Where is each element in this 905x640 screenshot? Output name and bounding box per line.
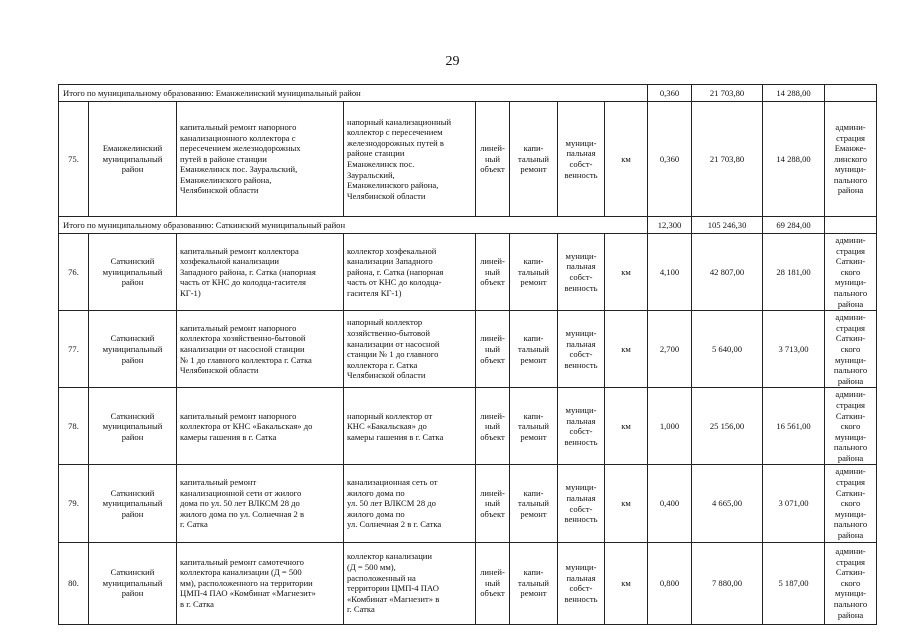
cost-total-cell-text: 25 156,00 — [709, 421, 745, 432]
unit-cell — [605, 102, 648, 217]
municipality-cell-text: Саткинский муниципальный район — [102, 256, 163, 288]
unit-cell-text: км — [621, 421, 631, 432]
customer-cell-text: админи- страция Саткин- ского муници- пального района — [833, 546, 868, 620]
ownership-cell — [558, 234, 605, 311]
object-type-cell-text: линей- ный объект — [480, 143, 505, 175]
work-type-cell — [510, 542, 558, 624]
summary-cost-total — [692, 217, 763, 234]
work-description-cell — [177, 542, 344, 624]
length-cell — [648, 388, 692, 465]
summary-row — [59, 85, 877, 102]
work-type-cell — [510, 311, 558, 388]
summary-length — [648, 217, 692, 234]
work-type-cell-text: капи- тальный ремонт — [518, 143, 549, 175]
unit-cell-text: км — [621, 498, 631, 509]
table-row — [59, 542, 877, 624]
work-description-cell — [177, 388, 344, 465]
unit-cell-text: км — [621, 153, 631, 164]
municipality-cell-text: Саткинский муниципальный район — [102, 567, 163, 599]
cost-total-cell — [692, 234, 763, 311]
municipality-cell-text: Саткинский муниципальный район — [102, 487, 163, 519]
customer-cell-text: админи- страция Саткин- ского муници- пального района — [833, 389, 868, 463]
object-description-cell-text: напорный коллектор хозяйственно-бытовой канализации от насосной станции № 1 до главного коллектора г. Сатка Челябинской области — [347, 317, 440, 381]
length-cell — [648, 234, 692, 311]
object-type-cell — [476, 311, 510, 388]
summary-empty-cell — [825, 217, 877, 234]
summary-cost-part — [763, 85, 825, 102]
length-cell — [648, 465, 692, 542]
municipality-cell-text: Саткинский муниципальный район — [102, 333, 163, 365]
cost-part-cell-text: 16 561,00 — [776, 421, 811, 432]
object-description-cell-text: коллектор канализации (Д = 500 мм), расположенный на территории ЦМП-4 ПАО «Комбинат «Магнезит» в г. Сатка — [347, 551, 440, 615]
ownership-cell — [558, 311, 605, 388]
length-cell — [648, 311, 692, 388]
table-row — [59, 388, 877, 465]
object-description-cell — [344, 234, 476, 311]
work-type-cell-text: капи- тальный ремонт — [518, 567, 549, 599]
work-description-cell-text: капитальный ремонт напорного канализационного коллектора с пересечением железнодорожных путей в районе станции Еманжелинск пос. Зауральский, Еманжелинского района, Челябинской области — [180, 121, 301, 196]
summary-label — [59, 217, 648, 234]
summary-cost-part-text: 14 288,00 — [776, 87, 811, 98]
customer-cell — [825, 542, 877, 624]
municipality-cell — [89, 388, 177, 465]
work-type-cell — [510, 465, 558, 542]
municipality-cell — [89, 102, 177, 217]
municipality-cell — [89, 234, 177, 311]
cost-part-cell-text: 3 071,00 — [778, 498, 809, 509]
work-type-cell — [510, 234, 558, 311]
ownership-cell-text: муници- пальная собст- венность — [564, 482, 598, 525]
summary-cost-part-text: 69 284,00 — [776, 219, 811, 230]
summary-length-text: 12,300 — [657, 219, 682, 230]
length-cell — [648, 102, 692, 217]
table-row — [59, 311, 877, 388]
row-number-text: 78. — [68, 421, 79, 432]
work-description-cell-text: капитальный ремонт канализационной сети от жилого дома по ул. 50 лет ВЛКСМ 28 до жилого дома по ул. Солнечная 2 в г. Сатка — [180, 477, 305, 530]
ownership-cell — [558, 542, 605, 624]
summary-label — [59, 85, 648, 102]
work-type-cell-text: капи- тальный ремонт — [518, 410, 549, 442]
row-number — [59, 465, 89, 542]
summary-length-text: 0,360 — [659, 87, 680, 98]
object-description-cell — [344, 388, 476, 465]
object-description-cell-text: коллектор хозфекальной канализации Западного района, г. Сатка (напорная часть от КНС до колодца- гасителя КГ-1) — [347, 245, 444, 298]
municipality-cell — [89, 542, 177, 624]
length-cell-text: 4,100 — [659, 266, 680, 277]
cost-part-cell-text: 28 181,00 — [776, 266, 811, 277]
work-type-cell-text: капи- тальный ремонт — [518, 333, 549, 365]
work-description-cell — [177, 102, 344, 217]
object-type-cell-text: линей- ный объект — [480, 410, 505, 442]
projects-table — [58, 84, 877, 625]
unit-cell — [605, 311, 648, 388]
row-number — [59, 542, 89, 624]
customer-cell-text: админи- страция Саткин- ского муници- пального района — [833, 466, 868, 541]
summary-empty-cell — [825, 85, 877, 102]
row-number — [59, 102, 89, 217]
object-type-cell-text: линей- ный объект — [480, 333, 505, 365]
cost-part-cell-text: 5 187,00 — [778, 577, 809, 588]
object-description-cell — [344, 465, 476, 542]
summary-label-text: Итого по муниципальному образованию: Еманжелинский муниципальный район — [63, 87, 361, 98]
work-description-cell-text: капитальный ремонт коллектора хозфекальной канализации Западного района, г. Сатка (напорная часть от КНС до колодца-гасителя КГ-1) — [180, 245, 316, 298]
cost-total-cell-text: 42 807,00 — [709, 266, 745, 277]
cost-total-cell-text: 21 703,80 — [709, 153, 745, 164]
customer-cell — [825, 102, 877, 217]
object-type-cell-text: линей- ный объект — [480, 487, 505, 519]
municipality-cell — [89, 465, 177, 542]
cost-total-cell — [692, 465, 763, 542]
table-row — [59, 465, 877, 542]
cost-part-cell — [763, 234, 825, 311]
row-number — [59, 311, 89, 388]
ownership-cell-text: муници- пальная собст- венность — [564, 561, 598, 604]
work-type-cell-text: капи- тальный ремонт — [518, 487, 549, 519]
object-type-cell — [476, 234, 510, 311]
ownership-cell — [558, 102, 605, 217]
customer-cell-text: админи- страция Еманже- линского муници- пального района — [833, 121, 868, 196]
work-description-cell-text: капитальный ремонт самотечного коллектора канализации (Д = 500 мм), расположенного на территории ЦМП-4 ПАО «Комбинат «Магнезит» в г. Сатка — [180, 556, 316, 610]
cost-part-cell-text: 14 288,00 — [776, 153, 811, 164]
work-description-cell — [177, 234, 344, 311]
page-number: 29 — [445, 54, 460, 69]
object-description-cell-text: канализационная сеть от жилого дома по ул. 50 лет ВЛКСМ 28 до жилого дома по ул. Солнечная 2 в г. Сатка — [347, 477, 442, 530]
customer-cell — [825, 465, 877, 542]
unit-cell — [605, 388, 648, 465]
unit-cell-text: км — [621, 266, 631, 277]
table-row — [59, 102, 877, 217]
work-type-cell — [510, 388, 558, 465]
object-type-cell — [476, 542, 510, 624]
ownership-cell-text: муници- пальная собст- венность — [564, 405, 598, 447]
row-number — [59, 234, 89, 311]
ownership-cell-text: муници- пальная собст- венность — [564, 250, 598, 293]
object-description-cell — [344, 102, 476, 217]
row-number-text: 76. — [68, 266, 79, 277]
object-description-cell — [344, 311, 476, 388]
cost-part-cell — [763, 465, 825, 542]
length-cell-text: 2,700 — [659, 343, 680, 354]
object-type-cell-text: линей- ный объект — [480, 567, 505, 599]
summary-label-text: Итого по муниципальному образованию: Саткинский муниципальный район — [63, 219, 346, 230]
unit-cell — [605, 542, 648, 624]
unit-cell-text: км — [621, 343, 631, 354]
object-type-cell-text: линей- ный объект — [480, 256, 505, 288]
ownership-cell-text: муници- пальная собст- венность — [564, 328, 598, 370]
cost-total-cell — [692, 102, 763, 217]
object-type-cell — [476, 102, 510, 217]
summary-length — [648, 85, 692, 102]
object-description-cell-text: напорный коллектор от КНС «Бакальская» до камеры гашения в г. Сатка — [347, 410, 444, 442]
work-description-cell-text: капитальный ремонт напорного коллектора от КНС «Бакальская» до камеры гашения в г. Сатка — [180, 410, 313, 442]
summary-row — [59, 217, 877, 234]
municipality-cell-text: Саткинский муниципальный район — [102, 410, 163, 442]
object-description-cell — [344, 542, 476, 624]
customer-cell — [825, 311, 877, 388]
customer-cell-text: админи- страция Саткин- ского муници- пального района — [833, 235, 868, 309]
table-body — [59, 85, 877, 625]
work-type-cell-text: капи- тальный ремонт — [518, 256, 549, 288]
cost-part-cell — [763, 542, 825, 624]
length-cell-text: 0,360 — [659, 153, 680, 164]
cost-part-cell — [763, 388, 825, 465]
unit-cell-text: км — [621, 577, 631, 588]
length-cell-text: 1,000 — [659, 421, 680, 432]
object-type-cell — [476, 388, 510, 465]
length-cell-text: 0,800 — [659, 577, 680, 588]
work-description-cell-text: капитальный ремонт напорного коллектора хозяйственно-бытовой канализации от насосной станции № 1 до главного коллектора г. Сатка Челябинской области — [180, 322, 312, 376]
ownership-cell-text: муници- пальная собст- венность — [564, 137, 598, 180]
municipality-cell — [89, 311, 177, 388]
work-description-cell — [177, 465, 344, 542]
work-description-cell — [177, 311, 344, 388]
unit-cell — [605, 465, 648, 542]
cost-total-cell-text: 5 640,00 — [711, 343, 743, 354]
cost-part-cell — [763, 102, 825, 217]
cost-part-cell — [763, 311, 825, 388]
summary-cost-total — [692, 85, 763, 102]
object-description-cell-text: напорный канализационный коллектор с пересечением железнодорожных путей в районе станции Еманжелинск пос. Зауральский, Еманжелинского района, Челябинской области — [347, 116, 452, 201]
row-number — [59, 388, 89, 465]
cost-total-cell — [692, 388, 763, 465]
municipality-cell-text: Еманжелинский муниципальный район — [102, 143, 163, 175]
cost-total-cell-text: 7 880,00 — [711, 577, 743, 588]
object-type-cell — [476, 465, 510, 542]
cost-part-cell-text: 3 713,00 — [778, 343, 809, 354]
length-cell — [648, 542, 692, 624]
row-number-text: 80. — [68, 577, 79, 588]
row-number-text: 79. — [68, 498, 79, 509]
work-type-cell — [510, 102, 558, 217]
ownership-cell — [558, 388, 605, 465]
row-number-text: 75. — [68, 153, 79, 164]
unit-cell — [605, 234, 648, 311]
cost-total-cell-text: 4 665,00 — [711, 498, 743, 509]
cost-total-cell — [692, 311, 763, 388]
length-cell-text: 0,400 — [659, 498, 680, 509]
summary-cost-part — [763, 217, 825, 234]
cost-total-cell — [692, 542, 763, 624]
customer-cell — [825, 388, 877, 465]
customer-cell-text: админи- страция Саткин- ского муници- пального района — [833, 312, 868, 386]
customer-cell — [825, 234, 877, 311]
row-number-text: 77. — [68, 343, 79, 354]
summary-cost-total-text: 21 703,80 — [709, 87, 745, 98]
table-row — [59, 234, 877, 311]
ownership-cell — [558, 465, 605, 542]
summary-cost-total-text: 105 246,30 — [707, 219, 747, 230]
